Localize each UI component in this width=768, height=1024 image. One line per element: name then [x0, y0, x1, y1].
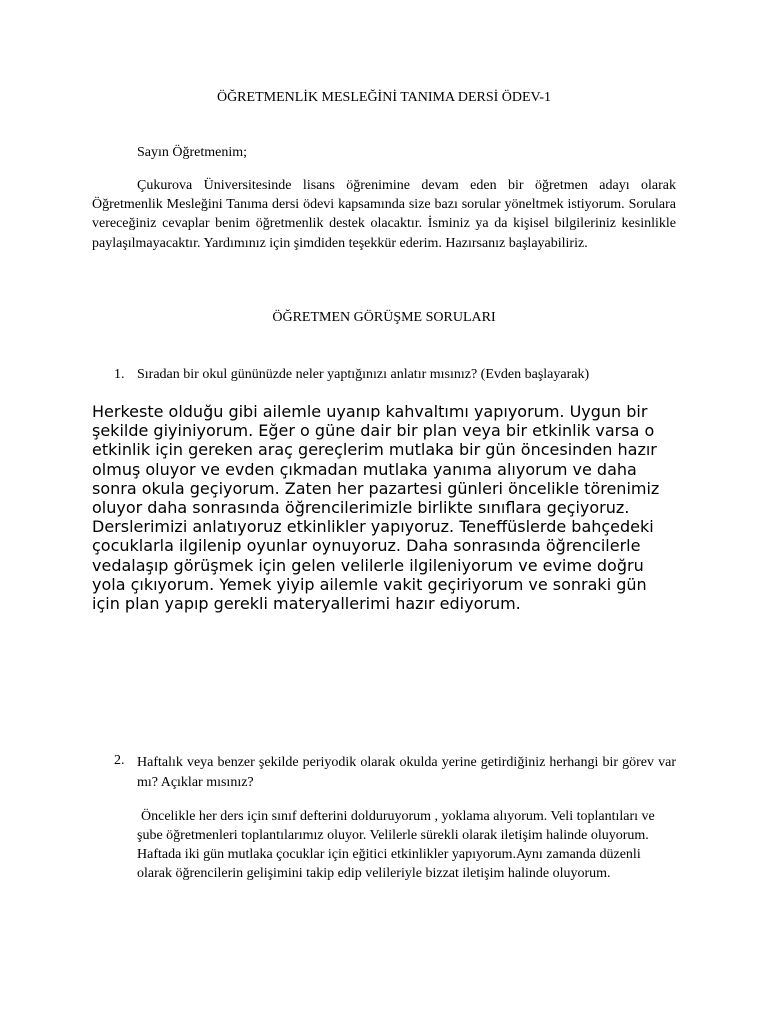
answer-2: Öncelikle her ders için sınıf defterini dolduruyorum , yoklama alıyorum. Veli toplantıları ve şube öğretmenleri toplantılarımız oluyor. Velilerle sürekli olarak iletişim halinde oluyorum. Haftada iki gün mutlaka çocuklar için eğitici etkinlikler yapıyorum.Aynı zamanda düzenli olarak öğrencilerin gelişimini takip edip velileriyle bizzat iletişim halinde oluyorum.: [137, 809, 655, 881]
question-text: Sıradan bir okul gününüzde neler yaptığınızı anlatır mısınız? (Evden başlayarak): [137, 367, 590, 382]
answer-1: Herkeste olduğu gibi ailemle uyanıp kahvaltımı yapıyorum. Uygun bir şekilde giyiniyorum. Eğer o güne dair bir plan veya bir etkinlik varsa o etkinlik için gereken araç gereçlerim mutlaka bir gün öncesinden hazır olmuş oluyor ve evden çıkmadan mutlaka yanıma alıyorum ve daha sonra okula geçiyorum. Zaten her pazartesi günleri öncelikle törenimiz oluyor daha sonrasında öğrencilerimizle birlikte sınıflara geçiyoruz. Derslerimizi anlatıyoruz etkinlikler yapıyoruz. Teneffüslerde bahçedeki çocuklarla ilgilenip oyunlar oynuyoruz. Daha sonrasında öğrencilerle vedalaşıp görüşmek için gelen velilerle ilgileniyorum ve evime doğru yola çıkıyorum. Yemek yiyip ailemle vakit geçiriyorum ve sonraki gün için plan yapıp gerekli materyallerimi hazır ediyorum.: [92, 402, 660, 614]
question-number: 1.: [114, 367, 125, 382]
section-title: ÖĞRETMEN GÖRÜŞME SORULARI: [272, 310, 496, 325]
question-number: 2.: [114, 753, 125, 768]
document-title: ÖĞRETMENLİK MESLEĞİNİ TANIMA DERSİ ÖDEV-1: [216, 90, 552, 105]
intro-paragraph: Çukurova Üniversitesinde lisans öğrenimine devam eden bir öğretmen adayı olarak Öğretmenlik Mesleğini Tanıma dersi ödevi kapsamında size bazı sorular yöneltmek istiyorum. Sorulara vereceğiniz cevaplar benim öğretmenlik destek olacaktır. İsminiz ya da kişisel bilgileriniz kesinlikle paylaşılmayacaktır. Yardımınız için şimdiden teşekkür ederim. Hazırsanız başlayabiliriz.: [92, 178, 676, 251]
salutation: Sayın Öğretmenim;: [137, 145, 248, 160]
question-text: Haftalık veya benzer şekilde periyodik olarak okulda yerine getirdiğiniz herhangi bir görev var mı? Açıklar mısınız?: [137, 755, 676, 790]
